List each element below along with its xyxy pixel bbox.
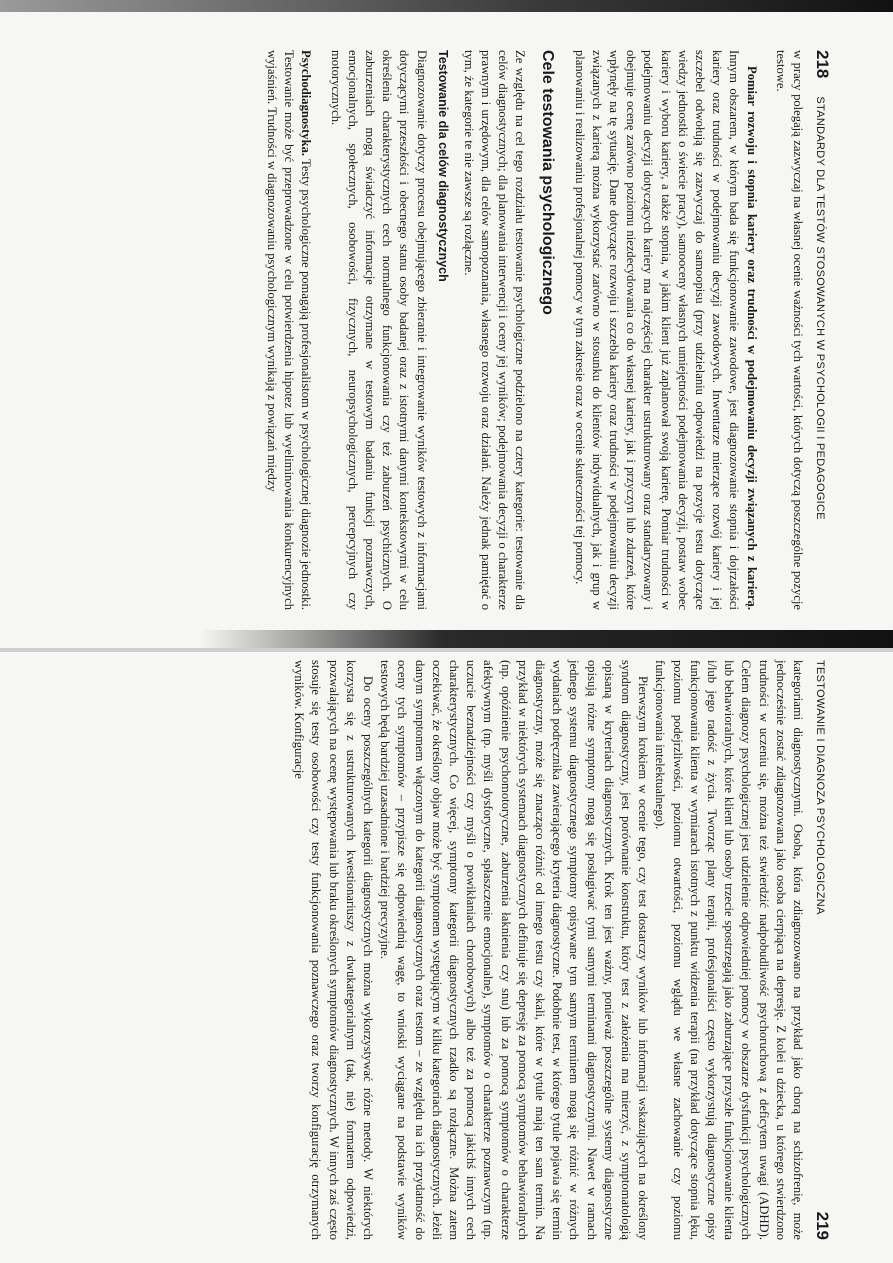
goals-paragraph: Ze względu na cel tego rozdziału testowanie psychologiczne podzielono na cztery kategorie: testowanie dla celów diagnostycznych; dla planowania interwencji i oceny jej wyników; podejmowania decyzji o charakterze prawnym i urzędowym, dla celów samopoznania, własnego rozwoju oraz działań. Należy jednak pamiętać o tym, że kategorie te nie zawsze są rozłączne.	[461, 50, 528, 610]
psychodiagnostics-paragraph	[263, 50, 315, 610]
intro-paragraph: w pracy polegają zazwyczaj na własnej ocenie ważności tych wartości, których dotyczą poszczególne pozycje testowe.	[773, 50, 805, 610]
career-paragraph	[570, 50, 759, 610]
paragraph-1: kategoriami diagnostycznymi. Osoba, która zdiagnozowano na przykład jako chorą na schizofrenię, może jednocześnie zostać zdiagnozowana jako osoba cierpiąca na depresję. Z kolei u dziecka, u którego stwierdzono trudności w uczeniu się, można też stwierdzić nadpobudliwość psychoruchową z deficytem uwagi (ADHD). Celem diagnozy psychologicznej jest udzielenie odpowiedniej pomocy w obszarze dysfunkcji psychologicznych lub behawioralnych, które klient lub osoby trzecie spostrzegają jako zaburzające przyszłe funkcjonowanie klienta i/lub jego radość z życia. Tworząc plany terapii, profesjonaliści często wykorzystują diagnostyczne opisy funkcjonowania klienta w wymiarach istotnych z punktu widzenia terapii (na przykład dotyczące stopnia lęku, poziomu podejrzliwości, poziomu otwartości, poziomu wglądu we własne zachowanie czy poziomu funkcjonowania intelektualnego).	[653, 660, 805, 1240]
paragraph-3: Do oceny poszczególnych kategorii diagnostycznych można wykorzystywać różne metody. W niektórych korzysta się z ustrukturowanych kwestionariuszy z dwukategorialnym (tak, nie) formatem odpowiedzi, pozwalających na ocenę występowania lub braku określonych symptomów diagnostycznych. W innych zaś często stosuje się testy osobowości czy testy funkcjonowania poznawczego oraz tworzy konfigurację otrzymanych wyników. Konfiguracje	[292, 660, 375, 1240]
page-number: 219	[813, 1211, 832, 1240]
diagnosis-paragraph: Diagnozowanie dotyczy procesu obejmującego zbieranie i integrowanie wyników testowych z informacjami dotyczącymi przeszłości i obecnego stanu osoby badanej oraz z istotnymi danymi kontekstowymi w celu określenia charakterystycznych cech normalnego funkcjonowania czy też zaburzeń psychicznych. O zaburzeniach mogą świadczyć informacje otrzymane w testowym badaniu funkcji poznawczych, emocjonalnych, społecznych, osobowości, fizycznych, neuropsychologicznych, percepcyjnych czy motorycznych.	[328, 50, 429, 610]
heading-main: Cele testowania psychologicznego	[539, 50, 557, 315]
scan-divider	[0, 648, 893, 652]
running-head-text: TESTOWANIE I DIAGNOZA PSYCHOLOGICZNA	[814, 660, 826, 915]
career-body: Innym obszarem, w którym bada się funkcjonowanie zawodowe, jest diagnozowanie stopnia i dojrzałości kariery oraz trudności w podejmowaniu decyzji zawodowych. Inwentarze mierzące rozwój kariery i jej szczebel odwołują się zazwyczaj do samoopisu (przy udzielaniu odpowiedzi na pozycje testu dotyczące wiedzy jednostki o świecie pracy), samooceny własnych umiejętności podejmowania decyzji, postaw wobec kariery i wyboru kariery, a także stopnia, w jakim klient już zaplanował swoją karierę. Pomiar trudności w podejmowaniu decyzji dotyczących kariery ma najczęściej charakter ustrukturowany oraz standaryzowany i obejmuje ocenę zarówno poziomu niezdecydowania co do własnej kariery, jak i przyczyn lub zdarzeń, które wpłynęły na tę sytuację. Dane dotyczące rozwoju i szczebla kariery oraz trudności w podejmowaniu decyzji związanych z karierą można wykorzystać zarówno w stosunku do klientów indywidualnych, jak i grup w planowaniu i realizowaniu profesjonalnej pomocy w tym zakresie oraz w ocenie skuteczności tej pomocy.	[572, 50, 742, 610]
page-number: 218	[813, 50, 832, 79]
paragraph-2: Pierwszym krokiem w ocenie tego, czy test dostarczy wyników lub informacji wskazujących na określony syndrom diagnostyczny, jest porównanie konstruktu, który test z założenia ma mierzyć, z symptomatologią opisaną w kryteriach diagnostycznych. Krok ten jest ważny, ponieważ poszczególne systemy diagnostyczne opisują różne symptomy mogą się posługiwać tymi samymi terminami diagnostycznymi. Nawet w ramach jednego systemu diagnostycznego symptomy opisywane tym samym terminem mogą się różnić w różnych wydaniach podręcznika zawierającego kryteria diagnostyczne. Podobnie test, w którego tytule pojawia się termin diagnostyczny, może się znacząco różnić od innego testu czy skali, które w tytule mają ten sam termin. Na przykład w niektórych systemach diagnostycznych definiuje się depresję za pomocą symptomów behawioralnych (np. opóźnienie psychomotoryczne, zaburzenia łaknienia czy snu) lub za pomocą symptomów o charakterze afektywnym (np. myśli dysforyczne, spłaszczenie emocjonalne), symptomów o charakterze poznawczym (np. uczucie beznadziejności czy myśli o powikłaniach chorobowych) albo też za pomocą jakichś innych cech charakterystycznych. Co więcej, symptomy kategorii diagnostycznych rzadko są rozłączne. Można zatem oczekiwać, że określony objaw może być symptomem występującym w kilku kategoriach diagnostycznych. Jeżeli danym symptomem włączonym do kategorii diagnostycznych oraz testom – ze względu na ich przydatność do oceny tych symptomów – przypisze się odpowiednią wagę, to wnioski wyciągane na podstawie wyników testowych będą bardziej uzasadnione i bardziej precyzyjne.	[378, 660, 651, 1240]
scan-shadow-top	[0, 0, 893, 12]
career-lead: Pomiar rozwoju i stopnia kariery oraz trudności w podejmowaniu decyzji związanych z karierą.	[744, 66, 759, 610]
psychodiagnostics-lead: Psychodiagnostyka.	[299, 50, 314, 157]
page-218	[10, 50, 832, 610]
psychodiagnostics-body: Testy psychologiczne pomagają profesjonalistom w psychologicznej diagnozie jednostki. Testowanie może być przeprowadzone w celu potwierdzenia hipotez lub wyeliminowania konkurencyjnych wyjaśnień. Trudności w diagnozowaniu psychologicznym wynikają z powiązań między	[264, 50, 314, 610]
page-219	[10, 660, 832, 1240]
running-head-219	[812, 660, 832, 1240]
heading-sub: Testowanie dla celów diagnostycznych	[435, 50, 450, 282]
running-head-text: STANDARDY DLA TESTÓW STOSOWANYCH W PSYCHOLOGII I PEDAGOGICE	[814, 96, 826, 520]
running-head-218	[812, 50, 832, 610]
